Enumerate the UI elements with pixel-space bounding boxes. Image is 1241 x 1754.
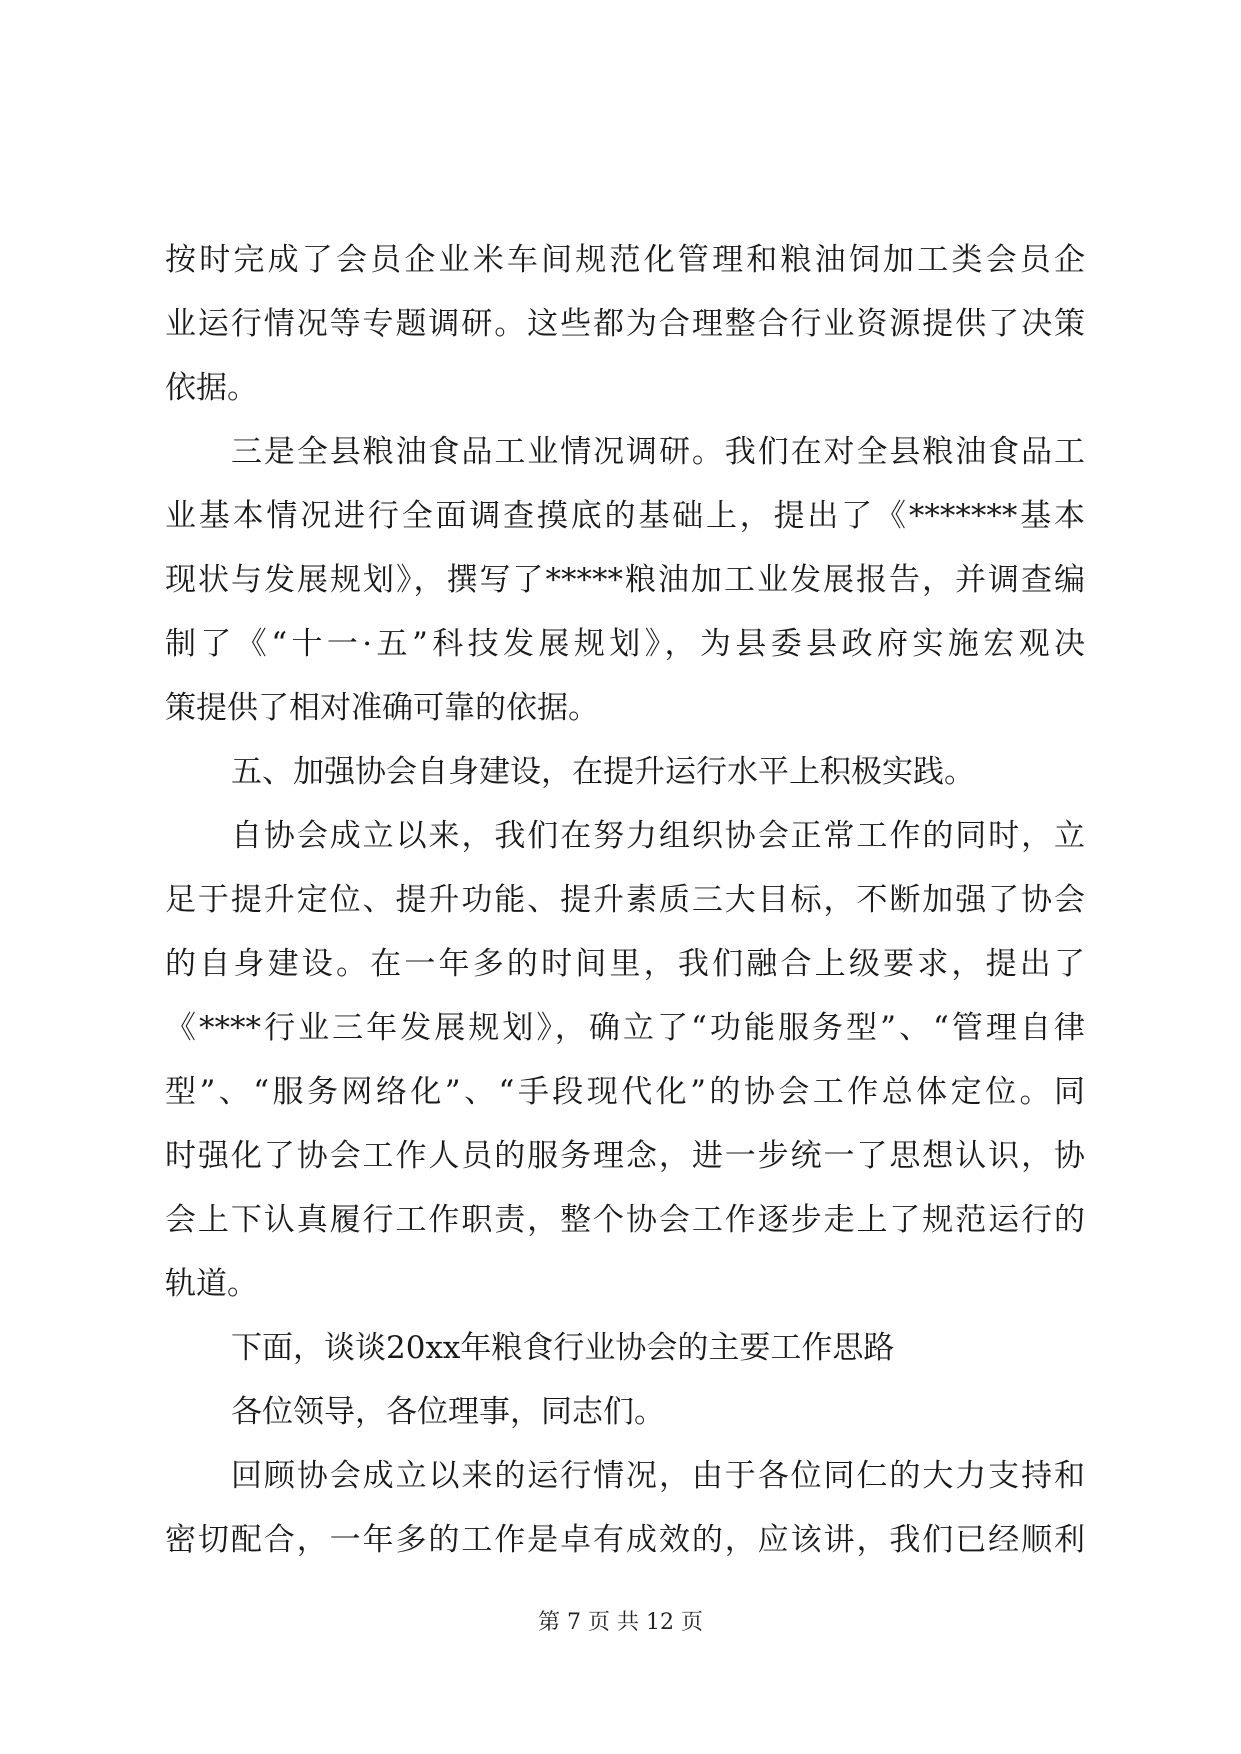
text-line: 按时完成了会员企业米车间规范化管理和粮油饲加工类会员企 — [165, 242, 1085, 278]
text-line: 制了《“十一·五”科技发展规划》，为县委县政府实施宏观决 — [165, 626, 1085, 662]
document-body — [165, 228, 1085, 1572]
text-line: 业基本情况进行全面调查摸底的基础上，提出了《*******基本 — [165, 498, 1085, 534]
text-line: 依据。 — [165, 370, 258, 406]
text-line: 的自身建设。在一年多的时间里，我们融合上级要求，提出了 — [165, 946, 1085, 982]
text-line: 密切配合，一年多的工作是卓有成效的，应该讲，我们已经顺利 — [165, 1522, 1085, 1558]
text-line: 策提供了相对准确可靠的依据。 — [165, 690, 599, 726]
section-heading: 五、加强协会自身建设，在提升运行水平上积极实践。 — [231, 754, 975, 790]
page-number-footer: 第 7 页 共 12 页 — [538, 1610, 703, 1635]
text-line: 型”、“服务网络化”、“手段现代化”的协会工作总体定位。同 — [165, 1074, 1085, 1110]
paragraph-start-line: 三是全县粮油食品工业情况调研。我们在对全县粮油食品工 — [231, 434, 1085, 470]
text-line: 轨道。 — [165, 1266, 258, 1302]
text-line: 会上下认真履行工作职责，整个协会工作逐步走上了规范运行的 — [165, 1202, 1085, 1238]
text-line: 现状与发展规划》，撰写了*****粮油加工业发展报告，并调查编 — [165, 562, 1085, 598]
paragraph-line: 下面，谈谈20xx年粮食行业协会的主要工作思路 — [231, 1330, 895, 1366]
paragraph-start-line: 自协会成立以来，我们在努力组织协会正常工作的同时，立 — [231, 818, 1085, 854]
text-line: 《****行业三年发展规划》，确立了“功能服务型”、“管理自律 — [165, 1010, 1085, 1046]
text-line: 足于提升定位、提升功能、提升素质三大目标，不断加强了协会 — [165, 882, 1085, 918]
text-line: 业运行情况等专题调研。这些都为合理整合行业资源提供了决策 — [165, 306, 1085, 342]
text-line: 时强化了协会工作人员的服务理念，进一步统一了思想认识，协 — [165, 1138, 1085, 1174]
paragraph-start-line: 回顾协会成立以来的运行情况，由于各位同仁的大力支持和 — [231, 1458, 1085, 1494]
paragraph-line: 各位领导，各位理事，同志们。 — [231, 1394, 665, 1430]
